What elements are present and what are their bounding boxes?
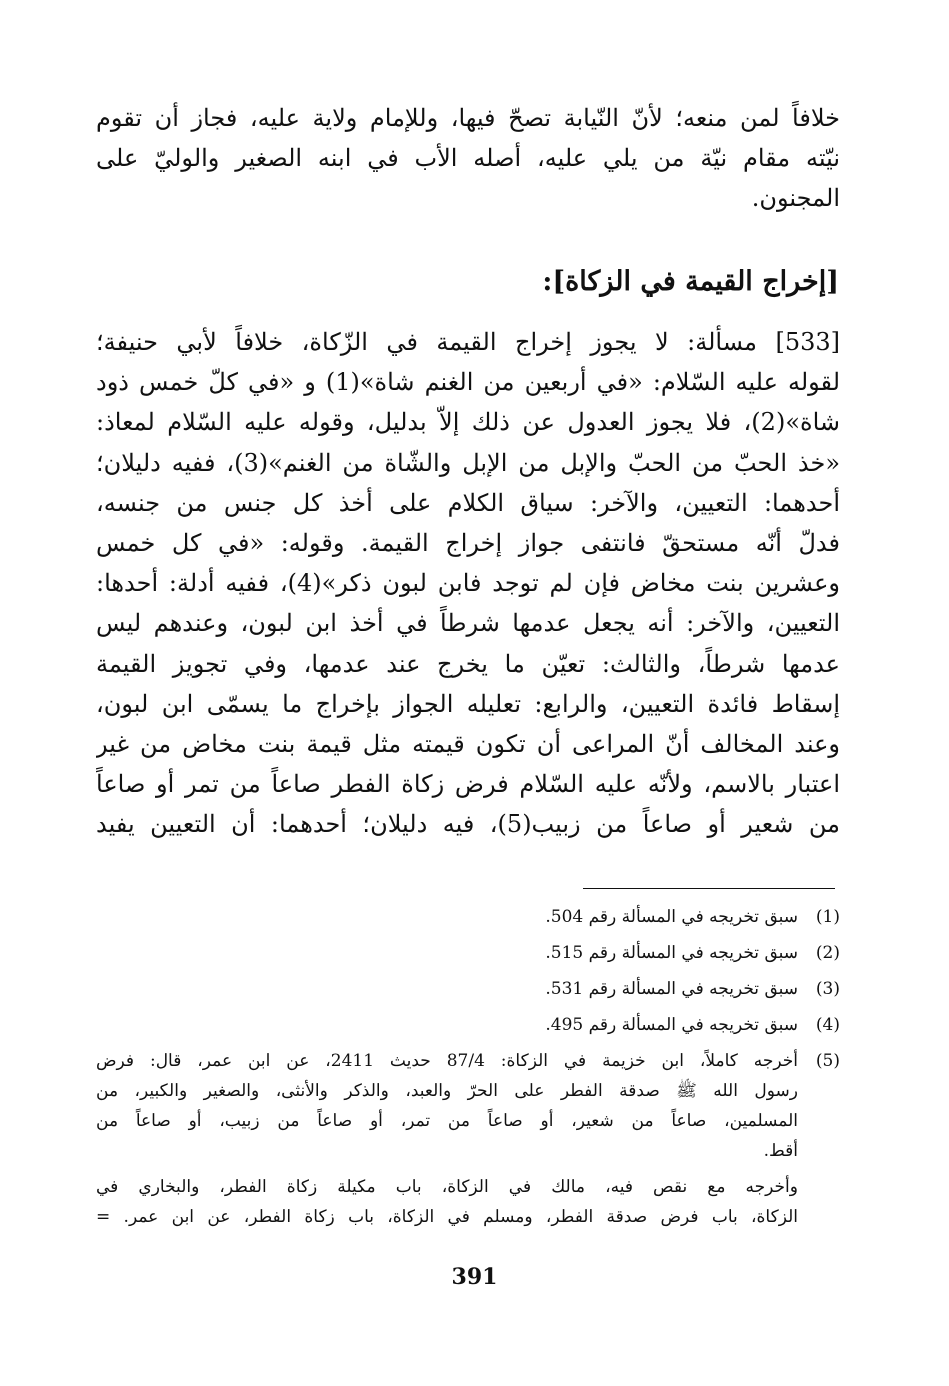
footnote-number: (2): [815, 943, 840, 963]
paragraph-line: التعيين، والآخر: أنه يجعل عدمها شرطاً في أخذ ابن لبون، وعندهم ليس: [96, 609, 840, 638]
footnote: [96, 938, 840, 968]
paragraph-line: شاة»(2)، فلا يجوز العدول عن ذلك إلاّ بدليل، وقوله عليه السّلام لمعاذ:: [96, 408, 840, 437]
page-number: 391: [451, 1264, 498, 1290]
footnote: [96, 974, 840, 1004]
footnote-number: (3): [815, 979, 840, 999]
paragraph-line: من شعير أو صاعاً من زبيب(5)، فيه دليلان؛ أحدهما: أن التعيين يفيد: [96, 810, 840, 839]
footnote-text: سبق تخريجه في المسألة رقم 515.: [545, 943, 798, 963]
footnote-text: وأخرجه مع نقص فيه، مالك في الزكاة، باب مكيلة زكاة الفطر، والبخاري في: [96, 1177, 798, 1197]
footnote-text: رسول الله ﷺ صدقة الفطر على الحرّ والعبد، والذكر والأنثى، والصغير والكبير، من: [96, 1081, 798, 1101]
paragraph-line: «خذ الحبّ من الحبّ والإبل من الإبل والشّاة من الغنم»(3)، ففيه دليلان؛: [96, 448, 840, 477]
footnote-text: سبق تخريجه في المسألة رقم 504.: [545, 907, 798, 927]
paragraph-line: [533] مسألة: لا يجوز إخراج القيمة في الزّكاة، خلافاً لأبي حنيفة؛: [96, 328, 840, 356]
paragraph-line: لقوله عليه السّلام: «في أربعين من الغنم شاة»(1) و «في كلّ خمس ذود: [96, 368, 840, 397]
footnote-text: الزكاة، باب فرض صدقة الفطر، ومسلم في الزكاة، باب زكاة الفطر، عن ابن عمر. =: [96, 1207, 798, 1227]
paragraph-line: إسقاط فائدة التعيين، والرابع: تعليله الجواز بإخراج ما يسمّى ابن لبون،: [96, 689, 840, 718]
footnote: [96, 1046, 840, 1166]
footnotes: [96, 902, 840, 1232]
paragraph-line: فدلّ أنّه مستحقّ فانتفى جواز إخراج القيمة. وقوله: «في كل خمس: [96, 528, 840, 557]
paragraph-line: المجنون.: [751, 184, 840, 212]
footnote-divider: [583, 888, 835, 889]
footnote-number: (5): [815, 1051, 840, 1071]
paragraph-line: أحدهما: التعيين، والآخر: سياق الكلام على أخذ كل جنس من جنسه،: [96, 488, 840, 517]
footnote-continuation: [96, 1172, 798, 1232]
footnote-number: (4): [815, 1015, 840, 1035]
paragraph-line: عدمها شرطاً، والثالث: تعيّن ما يخرج عند عدمها، وفي تجويز القيمة: [96, 649, 840, 678]
footnote: [96, 902, 840, 932]
footnote-text: المسلمين، صاعاً من شعير، أو صاعاً من تمر، أو صاعاً من زبيب، أو صاعاً من: [96, 1111, 798, 1131]
paragraph-line: نيّته مقام نيّة من يلي عليه، أصله الأب في ابنه الصغير والوليّ على: [96, 144, 840, 172]
paragraph-line: وعشرين بنت مخاض فإن لم توجد فابن لبون ذكر»(4)، ففيه أدلة: أحدها:: [96, 569, 840, 598]
footnote-text: أخرجه كاملاً، ابن خزيمة في الزكاة: 87/4 حديث 2411، عن ابن عمر، قال: فرض: [96, 1051, 798, 1071]
paragraph-line: خلافاً لمن منعه؛ لأنّ النّيابة تصحّ فيها، وللإمام ولاية عليه، فجاز أن تقوم: [96, 104, 840, 132]
paragraph-2: [96, 322, 840, 844]
section-heading: [إخراج القيمة في الزكاة]:: [542, 266, 839, 297]
footnote-text: أقط.: [763, 1141, 798, 1161]
footnote: [96, 1010, 840, 1040]
paragraph-line: وعند المخالف أنّ المراعى أن تكون قيمته مثل قيمة بنت مخاض من غير: [96, 729, 840, 758]
paragraph-line: اعتبار بالاسم، ولأنّه عليه السّلام فرض زكاة الفطر صاعاً من تمر أو صاعاً: [96, 770, 840, 799]
paragraph-1: [96, 98, 840, 218]
footnote-number: (1): [815, 907, 840, 927]
footnote-text: سبق تخريجه في المسألة رقم 495.: [545, 1015, 798, 1035]
footnote-text: سبق تخريجه في المسألة رقم 531.: [545, 979, 798, 999]
